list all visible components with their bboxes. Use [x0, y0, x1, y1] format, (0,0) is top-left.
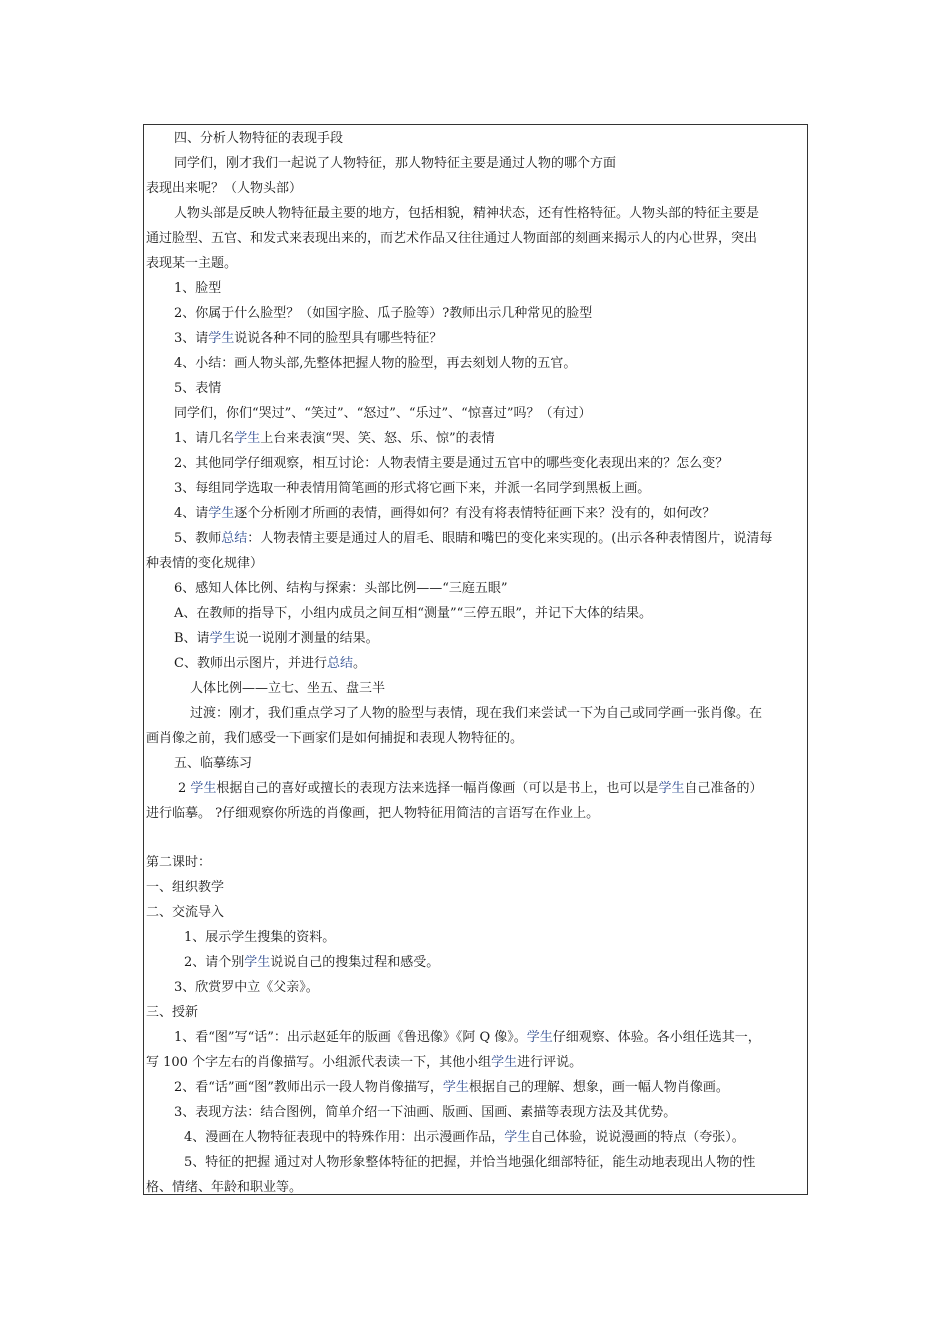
text-line — [146, 780, 842, 797]
text-segment: 3、每组同学选取一种表情用简笔画的形式将它画下来，并派一名同学到黑板上画。 — [174, 481, 651, 496]
text-segment: 画肖像之前，我们感受一下画家们是如何捕捉和表现人物特征的。 — [146, 731, 524, 746]
highlighted-term: 总结 — [221, 531, 248, 546]
text-segment: 5、教师 — [174, 531, 222, 546]
text-segment: 三、授新 — [146, 1005, 199, 1020]
text-line — [146, 130, 838, 147]
text-segment: 二、交流导入 — [146, 905, 225, 920]
text-line — [146, 605, 838, 622]
text-line — [146, 255, 810, 272]
text-line — [146, 630, 838, 647]
text-line — [146, 655, 838, 672]
highlighted-term: 学生 — [442, 1080, 469, 1095]
text-line — [146, 680, 854, 697]
highlighted-term: 学生 — [244, 955, 271, 970]
text-segment: 3、表现方法：结合图例，简单介绍一下油画、版画、国画、素描等表现方法及其优势。 — [174, 1105, 677, 1120]
highlighted-term: 学生 — [190, 781, 217, 796]
highlighted-term: 学生 — [504, 1130, 531, 1145]
highlighted-term: 总结 — [326, 656, 353, 671]
text-line — [146, 705, 854, 722]
text-segment: 说一说刚才测量的结果。 — [235, 631, 379, 646]
text-line — [146, 1004, 810, 1021]
text-segment: 过渡：刚才，我们重点学习了人物的脸型与表情，现在我们来尝试一下为自己或同学画一张肖像。在 — [190, 706, 763, 721]
text-segment: 自己准备的） — [684, 781, 763, 796]
text-line — [146, 155, 838, 172]
text-line — [146, 1154, 848, 1171]
text-segment: 通过脸型、五官、和发式来表现出来的，而艺术作品又往往通过人物面部的刻画来揭示人的内心世界，突出 — [146, 231, 758, 246]
text-segment: C、教师出示图片，并进行 — [174, 656, 327, 671]
text-line — [146, 330, 838, 347]
text-segment: 进行评说。 — [517, 1055, 583, 1070]
text-segment: 自己体验，说说漫画的特点（夸张）。 — [530, 1130, 745, 1145]
text-segment: 。 — [352, 656, 366, 671]
text-segment: 根据自己的喜好或擅长的表现方法来选择一幅肖像画（可以是书上，也可以是 — [216, 781, 659, 796]
text-segment: 格、情绪、年龄和职业等。 — [146, 1180, 303, 1195]
text-segment: 2、请个别 — [184, 955, 245, 970]
text-segment: 3、欣赏罗中立《父亲》。 — [174, 980, 319, 995]
text-line — [146, 879, 810, 896]
text-segment: 表现某一主题。 — [146, 256, 238, 271]
text-segment: 进行临摹。 ?仔细观察你所选的肖像画，把人物特征用简洁的言语写在作业上。 — [146, 806, 600, 821]
text-segment: ：人物表情主要是通过人的眉毛、眼睛和嘴巴的变化来实现的。(出示各种表情图片，说清每 — [247, 531, 773, 546]
highlighted-term: 学生 — [209, 631, 236, 646]
text-segment: 四、分析人物特征的表现手段 — [174, 131, 344, 146]
text-line — [146, 205, 838, 222]
text-line — [146, 1179, 810, 1196]
highlighted-term: 学生 — [234, 431, 261, 446]
text-line — [146, 1029, 838, 1046]
text-line — [146, 480, 838, 497]
text-segment: 逐个分析刚才所画的表情，画得如何？有没有将表情特征画下来？没有的，如何改？ — [234, 506, 716, 521]
text-line — [146, 904, 810, 921]
highlighted-term: 学生 — [491, 1055, 518, 1070]
highlighted-term: 学生 — [208, 331, 235, 346]
text-line — [146, 555, 810, 572]
text-line — [146, 380, 838, 397]
text-line — [146, 355, 838, 372]
text-line — [146, 1104, 838, 1121]
text-segment: 4、请 — [174, 506, 209, 521]
text-segment: 五、临摹练习 — [174, 756, 253, 771]
text-line — [146, 979, 838, 996]
text-segment: 说说各种不同的脸型具有哪些特征？ — [234, 331, 443, 346]
text-segment: 仔细观察、体验。各小组任选其一， — [552, 1030, 761, 1045]
text-segment: 5、特征的把握 通过对人物形象整体特征的把握，并恰当地强化细部特征，能生动地表现出人物的性 — [184, 1155, 756, 1170]
text-line — [146, 305, 838, 322]
text-segment: 1、展示学生搜集的资料。 — [184, 930, 336, 945]
text-line — [146, 1079, 838, 1096]
text-segment: 1、看“图”写“话”：出示赵延年的版画《鲁迅像》《阿 Q 像》。 — [174, 1030, 527, 1045]
text-segment: 根据自己的理解、想象，画一幅人物肖像画。 — [468, 1080, 729, 1095]
text-segment: 1、请几名 — [174, 431, 235, 446]
text-segment: 6、感知人体比例、结构与探索：头部比例——“三庭五眼” — [174, 581, 508, 596]
text-line — [146, 1129, 848, 1146]
text-line — [146, 180, 810, 197]
text-line — [146, 455, 838, 472]
text-segment: 人物头部是反映人物特征最主要的地方，包括相貌，精神状态，还有性格特征。人物头部的特征主要是 — [174, 206, 760, 221]
text-segment: 2、你属于什么脸型？（如国字脸、瓜子脸等）?教师出示几种常见的脸型 — [174, 306, 593, 321]
text-line — [146, 854, 810, 871]
text-line — [146, 230, 810, 247]
text-segment: 3、请 — [174, 331, 209, 346]
text-line — [146, 580, 838, 597]
text-segment: 2 — [178, 781, 191, 796]
text-line — [146, 755, 838, 772]
text-segment: 4、漫画在人物特征表现中的特殊作用：出示漫画作品， — [184, 1130, 505, 1145]
text-segment: 上台来表演“哭、笑、怒、乐、惊”的表情 — [260, 431, 495, 446]
text-segment: 写 100 个字左右的肖像描写。小组派代表读一下，其他小组 — [146, 1055, 492, 1070]
text-line — [146, 954, 848, 971]
text-line — [146, 730, 810, 747]
text-segment: 同学们，刚才我们一起说了人物特征，那人物特征主要是通过人物的哪个方面 — [174, 156, 617, 171]
text-line — [146, 505, 838, 522]
text-segment: 说说自己的搜集过程和感受。 — [270, 955, 440, 970]
text-segment: 1、脸型 — [174, 281, 222, 296]
text-line — [146, 1054, 810, 1071]
text-segment: 第二课时： — [146, 855, 212, 870]
text-segment: B、请 — [174, 631, 210, 646]
text-line — [146, 405, 838, 422]
text-segment: 人体比例——立七、坐五、盘三半 — [190, 681, 386, 696]
text-line — [146, 280, 838, 297]
text-segment: 4、小结：画人物头部,先整体把握人物的脸型，再去刻划人物的五官。 — [174, 356, 577, 371]
text-line — [146, 430, 838, 447]
text-segment: 表现出来呢？（人物头部） — [146, 181, 303, 196]
text-segment: 2、看“话”画“图”教师出示一段人物肖像描写， — [174, 1080, 443, 1095]
text-segment: 2、其他同学仔细观察，相互讨论：人物表情主要是通过五官中的哪些变化表现出来的？怎么变？ — [174, 456, 729, 471]
text-segment: A、在教师的指导下，小组内成员之间互相“测量”“三停五眼”，并记下大体的结果。 — [174, 606, 652, 621]
highlighted-term: 学生 — [526, 1030, 553, 1045]
text-segment: 种表情的变化规律） — [146, 556, 264, 571]
highlighted-term: 学生 — [658, 781, 685, 796]
highlighted-term: 学生 — [208, 506, 235, 521]
text-segment: 一、组织教学 — [146, 880, 225, 895]
text-line — [146, 805, 810, 822]
text-segment: 5、表情 — [174, 381, 222, 396]
text-line — [146, 929, 848, 946]
text-line — [146, 530, 838, 547]
text-segment: 同学们，你们“哭过”、“笑过”、“怒过”、“乐过”、“惊喜过”吗？（有过） — [174, 406, 592, 421]
lesson-plan-table-cell — [143, 124, 808, 1195]
